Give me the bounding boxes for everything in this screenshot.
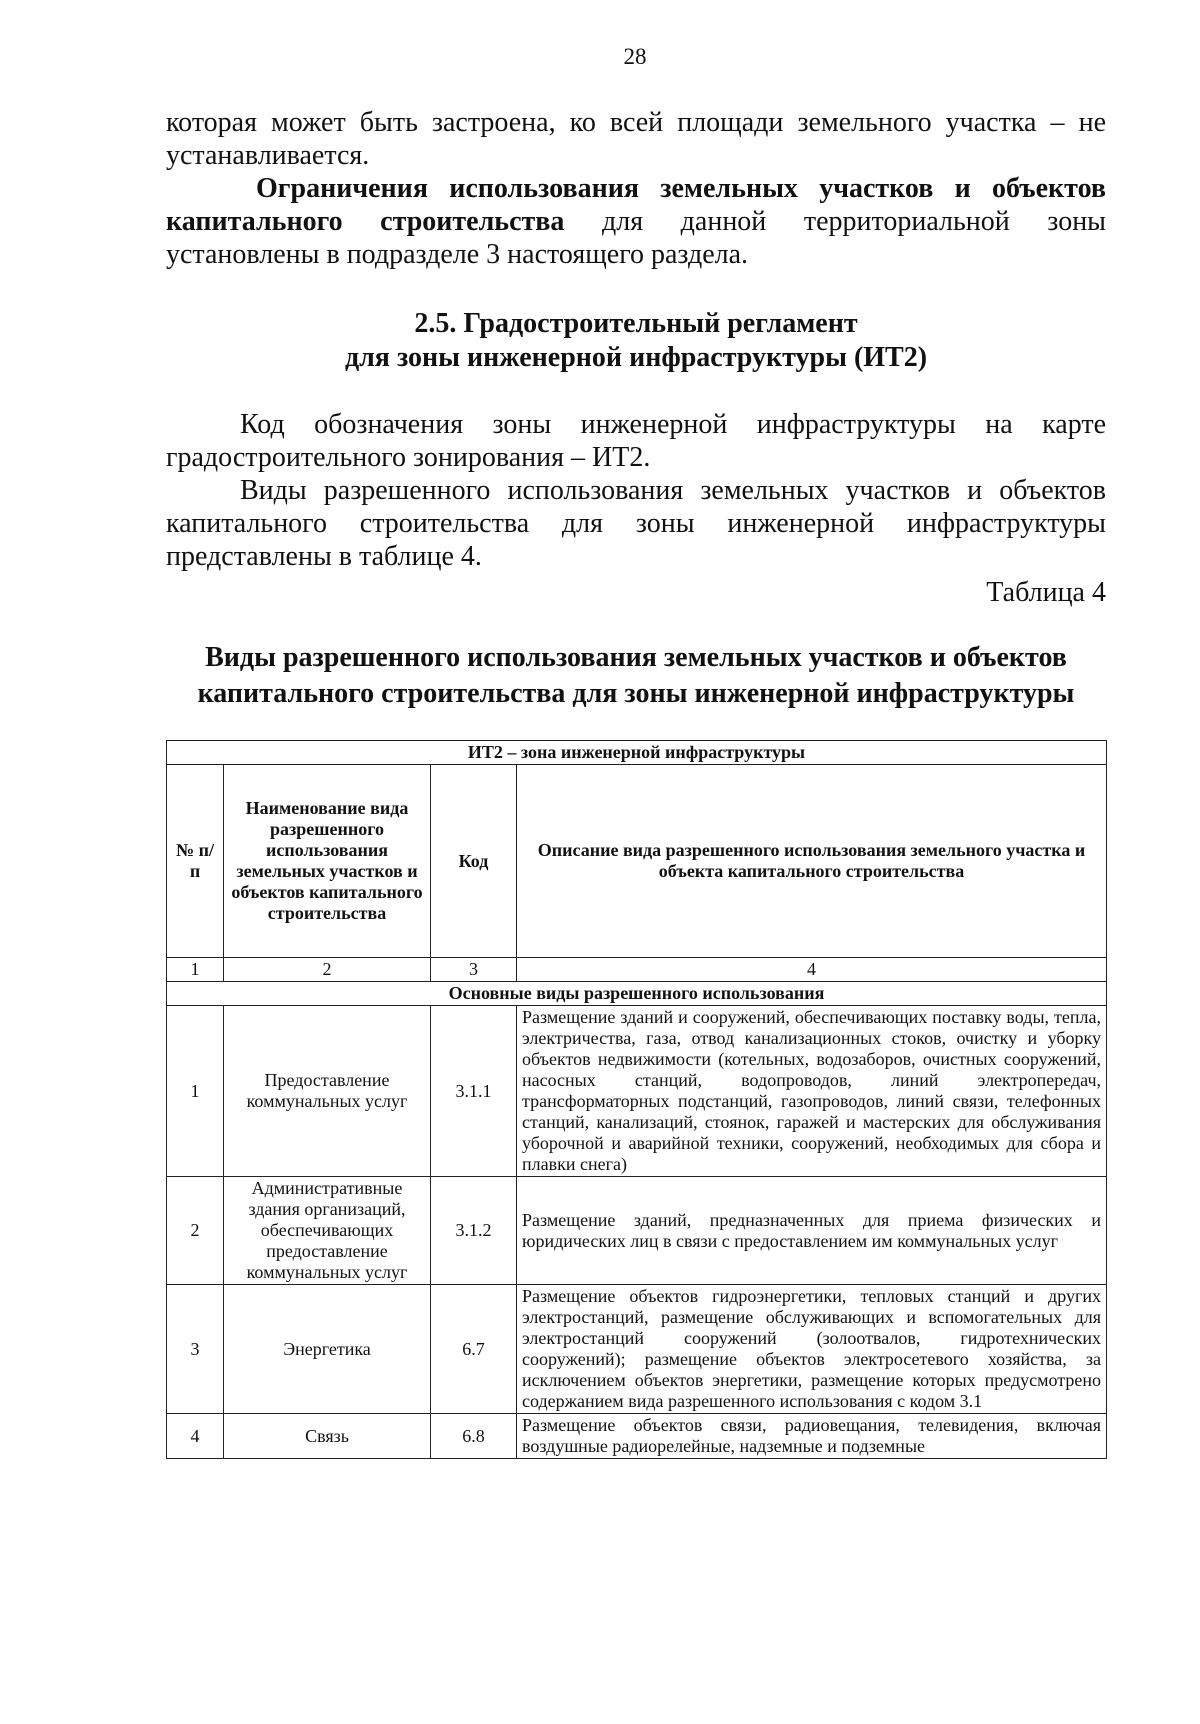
col-header-desc: Описание вида разрешенного использования земельного участка и объекта капитального строительства bbox=[517, 765, 1107, 958]
paragraph-zone-code: Код обозначения зоны инженерной инфраструктуры на карте градостроительного зонирования – ИТ2. bbox=[166, 409, 1106, 473]
row-num: 2 bbox=[167, 1177, 224, 1285]
table-row bbox=[167, 1285, 1107, 1414]
table-row bbox=[167, 1006, 1107, 1177]
column-header-row bbox=[167, 765, 1107, 958]
row-name: Предоставление коммунальных услуг bbox=[224, 1006, 431, 1177]
row-num: 4 bbox=[167, 1414, 224, 1459]
group-header: Основные виды разрешенного использования bbox=[167, 982, 1107, 1006]
row-desc: Размещение объектов связи, радиовещания, телевидения, включая воздушные радиорелейные, надземные и подземные bbox=[517, 1414, 1107, 1459]
restrictions-bold-text: Ограничения использования земельных участков и объектов капитального строительства bbox=[166, 173, 1106, 237]
restrictions-text: для данной территориальной зоны установлены в подразделе 3 настоящего раздела. bbox=[166, 206, 1106, 270]
group-header-row bbox=[167, 982, 1107, 1006]
column-index-row bbox=[167, 958, 1107, 982]
col-index: 3 bbox=[431, 958, 517, 982]
col-header-num: № п/п bbox=[167, 765, 224, 958]
row-num: 1 bbox=[167, 1006, 224, 1177]
table-title-line1: Виды разрешенного использования земельных участков и объектов bbox=[205, 642, 1067, 673]
row-desc: Размещение объектов гидроэнергетики, тепловых станций и других электростанций, размещение обслуживающих и вспомогательных для электростанций сооружений (золоотвалов, гидротехнических сооружений); размещение объектов электросетевого хозяйства, за исключением объектов энергетики, размещение которых предусмотрено содержанием вида разрешенного использования с кодом 3.1 bbox=[517, 1285, 1107, 1414]
col-header-code: Код bbox=[431, 765, 517, 958]
row-name: Связь bbox=[224, 1414, 431, 1459]
table-row bbox=[167, 1414, 1107, 1459]
row-code: 6.7 bbox=[431, 1285, 517, 1414]
row-num: 3 bbox=[167, 1285, 224, 1414]
col-index: 2 bbox=[224, 958, 431, 982]
row-name: Административные здания организаций, обеспечивающих предоставление коммунальных услуг bbox=[224, 1177, 431, 1285]
row-code: 3.1.1 bbox=[431, 1006, 517, 1177]
usage-table bbox=[166, 740, 1107, 1459]
row-name: Энергетика bbox=[224, 1285, 431, 1414]
row-desc: Размещение зданий и сооружений, обеспечивающих поставку воды, тепла, электричества, газа, отвод канализационных стоков, очистку и уборку объектов недвижимости (котельных, водозаборов, очистных сооружений, насосных станций, водопроводов, линий электропередач, трансформаторных подстанций, газопроводов, линий связи, телефонных станций, канализаций, стоянок, гаражей и мастерских для обслуживания уборочной и аварийной техники, сооружений, необходимых для сбора и плавки снега) bbox=[517, 1006, 1107, 1177]
section-heading-line1: 2.5. Градостроительный регламент bbox=[414, 308, 858, 339]
table-title-line2: капитального строительства для зоны инженерной инфраструктуры bbox=[197, 678, 1075, 709]
section-heading bbox=[166, 307, 1106, 375]
row-code: 6.8 bbox=[431, 1414, 517, 1459]
zone-header: ИТ2 – зона инженерной инфраструктуры bbox=[167, 741, 1107, 765]
col-header-name: Наименование вида разрешенного использования земельных участков и объектов капитального строительства bbox=[224, 765, 431, 958]
page-number: 28 bbox=[623, 44, 647, 69]
table-row bbox=[167, 1177, 1107, 1285]
table-title bbox=[166, 640, 1106, 712]
zone-header-row bbox=[167, 741, 1107, 765]
row-code: 3.1.2 bbox=[431, 1177, 517, 1285]
paragraph-continuation: которая может быть застроена, ко всей площади земельного участка – не устанавливается. bbox=[166, 107, 1106, 171]
row-desc: Размещение зданий, предназначенных для приема физических и юридических лиц в связи с предоставлением им коммунальных услуг bbox=[517, 1177, 1107, 1285]
table-label: Таблица 4 bbox=[986, 577, 1106, 608]
col-index: 4 bbox=[517, 958, 1107, 982]
paragraph-restrictions bbox=[166, 172, 1106, 271]
section-heading-line2: для зоны инженерной инфраструктуры (ИТ2) bbox=[344, 342, 928, 373]
paragraph-usage-types: Виды разрешенного использования земельных участков и объектов капитального строительства для зоны инженерной инфраструктуры представлены в таблице 4. bbox=[166, 475, 1106, 572]
col-index: 1 bbox=[167, 958, 224, 982]
